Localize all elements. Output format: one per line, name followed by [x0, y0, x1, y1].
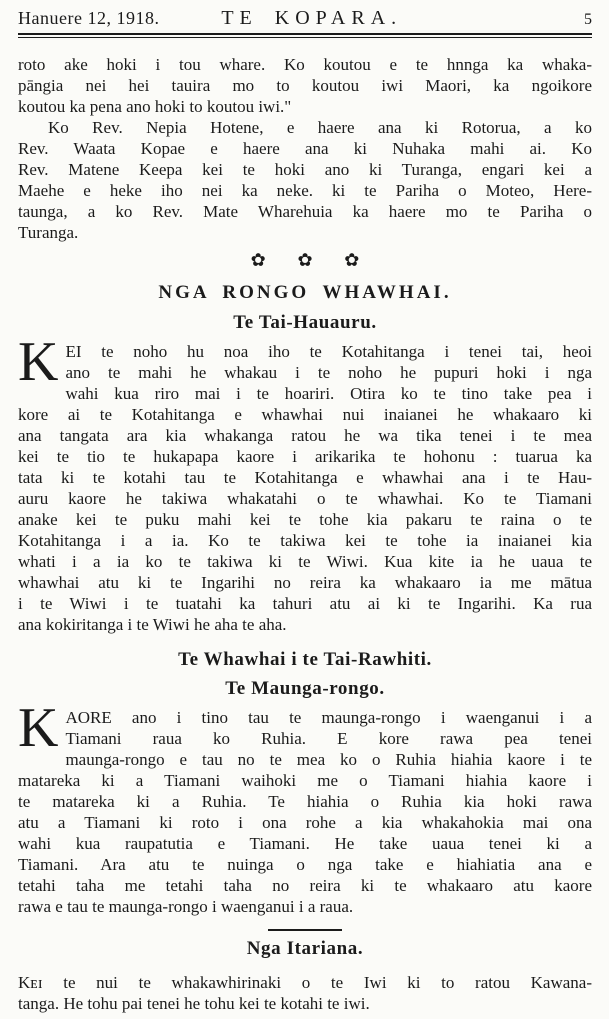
text-line: tanga. He tohu pai tenei he tohu kei te kotahi te iwi. — [18, 994, 370, 1013]
text-line: whati i a ia ko te takiwa ki te Wiwi. Kua kite ia he uaua te — [18, 552, 592, 571]
text-line: te matareka ki a Ruhia. Te hiahia o Ruhia kia hoki rawa — [18, 792, 592, 811]
section-divider-rule — [268, 929, 342, 931]
fleuron-icon: ✿ — [297, 250, 313, 271]
text-line: ano te mahi he whakau i te noho he pupuri hoki i nga — [65, 363, 592, 382]
text-line: Kᴇɪ te nui te whakawhirinaki o te Iwi ki to ratou Kawana- — [18, 973, 592, 992]
text-line: AORE ano i tino tau te maunga-rongo i waenganui i a — [65, 708, 592, 727]
text-line: ana kokiritanga i te Wiwi he aha te aha. — [18, 615, 287, 634]
text-line: Rev. Matene Keepa kei te hoki ano ki Turanga, engari kei a — [18, 160, 592, 179]
text-line: Tiamani. Ara atu te nuinga o nga take e hiahiatia ana e — [18, 855, 592, 874]
text-line: Maehe e heke iho nei ka neke. ki te Pariha o Moteo, Here- — [18, 181, 592, 200]
text-line: wahi kua raupatutia e Tiamani. He take uaua tenei ki a — [18, 834, 592, 853]
text-line: tetahi taha me tetahi taha no reira ki te whakaaro atu kaore — [18, 876, 592, 895]
paragraph-clergy — [18, 117, 592, 243]
text-line: maunga-rongo e tau no te mea ko o Ruhia hiahia kaore i te — [65, 750, 592, 769]
text-line: wahi kua riro mai i te hoariri. Otira ko te tino take pea i — [65, 384, 592, 403]
text-line: anake kei te puku mahi kei te tohe kia pakaru te raina o te — [18, 510, 592, 529]
text-line: taunga, a ko Rev. Mate Wharehuia ka haere mo te Pariha o — [18, 202, 592, 221]
drop-cap: K — [18, 331, 59, 393]
issue-date: Hanuere 12, 1918. — [18, 8, 160, 28]
paragraph-continuation — [18, 54, 592, 117]
ornament-row — [18, 249, 592, 273]
header-double-rule — [18, 33, 592, 38]
section-heading-war-news: NGA RONGO WHAWHAI. — [158, 282, 452, 303]
fleuron-icon: ✿ — [250, 250, 266, 271]
subheading-peace: Te Maunga-rongo. — [225, 678, 385, 699]
text-line: Rev. Waata Kopae e haere ana ki Nuhaka mahi ai. Ko — [18, 139, 592, 158]
text-line: whawhai atu ki te Ingarihi no reira ka whakaaro ia me mātua — [18, 573, 592, 592]
text-line: Ko Rev. Nepia Hotene, e haere ana ki Rotorua, a ko — [48, 118, 592, 137]
text-line: Turanga. — [18, 223, 79, 242]
drop-cap: K — [18, 697, 59, 759]
text-line: i te Wiwi i te tuatahi ka tahuri atu ai ki te Ingarihi. Ka rua — [18, 594, 592, 613]
running-head — [18, 8, 592, 30]
text-line: Tiamani raua ko Ruhia. E kore rawa pea tenei — [65, 729, 592, 748]
paragraph-peace — [18, 697, 592, 917]
text-line: ana tangata ara kia whakanga ratou he wa tika tenei i te mea — [18, 426, 592, 445]
text-line: kei te tio te hukapapa kaore i arikarika te hohonu : tuarua ka — [18, 447, 592, 466]
text-line: atu a Tiamani ki roto i ona rohe a kia whakahokia mai ona — [18, 813, 592, 832]
subheading-western-front: Te Tai-Hauauru. — [233, 312, 377, 333]
text-line: roto ake hoki i tou whare. Ko koutou e te hnnga ka whaka- — [18, 55, 592, 74]
text-line: auru kaore he takiwa whakatahi o te whawhai. Ko te Tiamani — [18, 489, 592, 508]
text-line: matareka ki a Tiamani waihoki me o Tiamani hiahia kaore i — [18, 771, 592, 790]
paragraph-western-front — [18, 331, 592, 635]
text-line: Kotahitanga i a ia. Ko te takiwa kei te tohe ia inaianei kia — [18, 531, 592, 550]
subheading-italians: Nga Itariana. — [246, 938, 364, 959]
text-line: rawa e tau te maunga-rongo i waenganui i a raua. — [18, 897, 354, 916]
text-line: pāngia nei hei tauira mo to koutou iwi Maori, ka ngoikore — [18, 76, 592, 95]
text-line: tata ki te kotahi tau te Kotahitanga e whawhai ana i te Hau- — [18, 468, 592, 487]
paragraph-italians — [18, 972, 592, 1014]
masthead-title: TE KOPARA. — [221, 7, 403, 29]
page-number: 5 — [584, 11, 592, 28]
text-line: koutou ka pena ano hoki to koutou iwi." — [18, 97, 292, 116]
fleuron-icon: ✿ — [344, 250, 360, 271]
subheading-eastern-front: Te Whawhai i te Tai-Rawhiti. — [178, 649, 432, 670]
text-line: EI te noho hu noa iho te Kotahitanga i tenei tai, heoi — [65, 342, 592, 361]
text-line: kore ai te Kotahitanga e whawhai nui inaianei he whakaaro ki — [18, 405, 592, 424]
